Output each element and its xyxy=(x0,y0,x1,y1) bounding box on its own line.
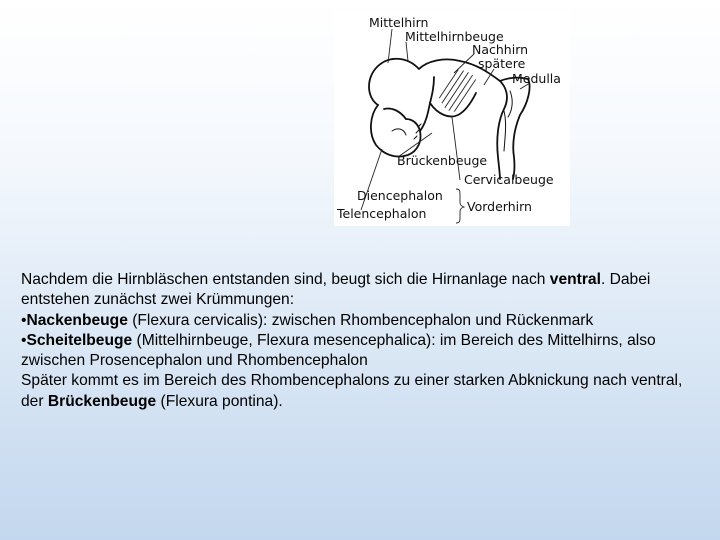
brueckenbeuge-text: Später kommt es im Bereich des Rhombencephalons zu einer starken Abknickung nach ventral, der xyxy=(21,372,683,410)
paragraph-intro xyxy=(21,270,701,311)
scheitelbeuge-text: (Mittelhirnbeuge, Flexura mesencephalica): im Bereich des Mittelhirns, also zwischen Prosencephalon und Rhombencephalon xyxy=(21,331,656,370)
brueckenbeuge-term: Brückenbeuge xyxy=(47,392,157,410)
scheitelbeuge-term: Scheitelbeuge xyxy=(26,331,133,349)
nackenbeuge-term: Nackenbeuge xyxy=(26,311,128,329)
intro-text-end: . Dabei entstehen zunächst zwei Krümmungen: xyxy=(21,271,651,309)
vorderhirn-brace xyxy=(456,189,464,223)
nackenbeuge-text: (Flexura cervicalis): zwischen Rhombencephalon und Rückenmark xyxy=(127,311,594,329)
brain-flexures-figure xyxy=(334,11,570,226)
bullet-symbol: • xyxy=(21,311,27,329)
bullet-scheitelbeuge xyxy=(21,331,701,372)
label-nachhirn: Nachhirn xyxy=(472,42,529,57)
label-diencephalon: Diencephalon xyxy=(357,188,443,203)
label-telencephalon: Telencephalon xyxy=(337,206,427,221)
label-brueckenbeuge: Brückenbeuge xyxy=(397,153,488,168)
body-text xyxy=(21,270,701,412)
label-medulla: Medulla xyxy=(512,71,561,86)
paragraph-brueckenbeuge xyxy=(21,371,701,412)
label-spaetere: spätere xyxy=(478,56,526,71)
label-mittelhirnbeuge: Mittelhirnbeuge xyxy=(405,29,504,44)
brain-diagram xyxy=(334,11,570,226)
brueckenbeuge-text-end: (Flexura pontina). xyxy=(156,392,283,410)
label-cervicalbeuge: Cervicalbeuge xyxy=(464,172,554,187)
label-vorderhirn: Vorderhirn xyxy=(467,199,532,214)
bullet-symbol: • xyxy=(21,331,27,349)
bullet-nackenbeuge xyxy=(21,311,701,331)
ventral-term: ventral xyxy=(549,271,601,288)
intro-text: Nachdem die Hirnbläschen entstanden sind, beugt sich die Hirnanlage nach xyxy=(21,271,550,288)
label-mittelhirn: Mittelhirn xyxy=(369,15,429,30)
